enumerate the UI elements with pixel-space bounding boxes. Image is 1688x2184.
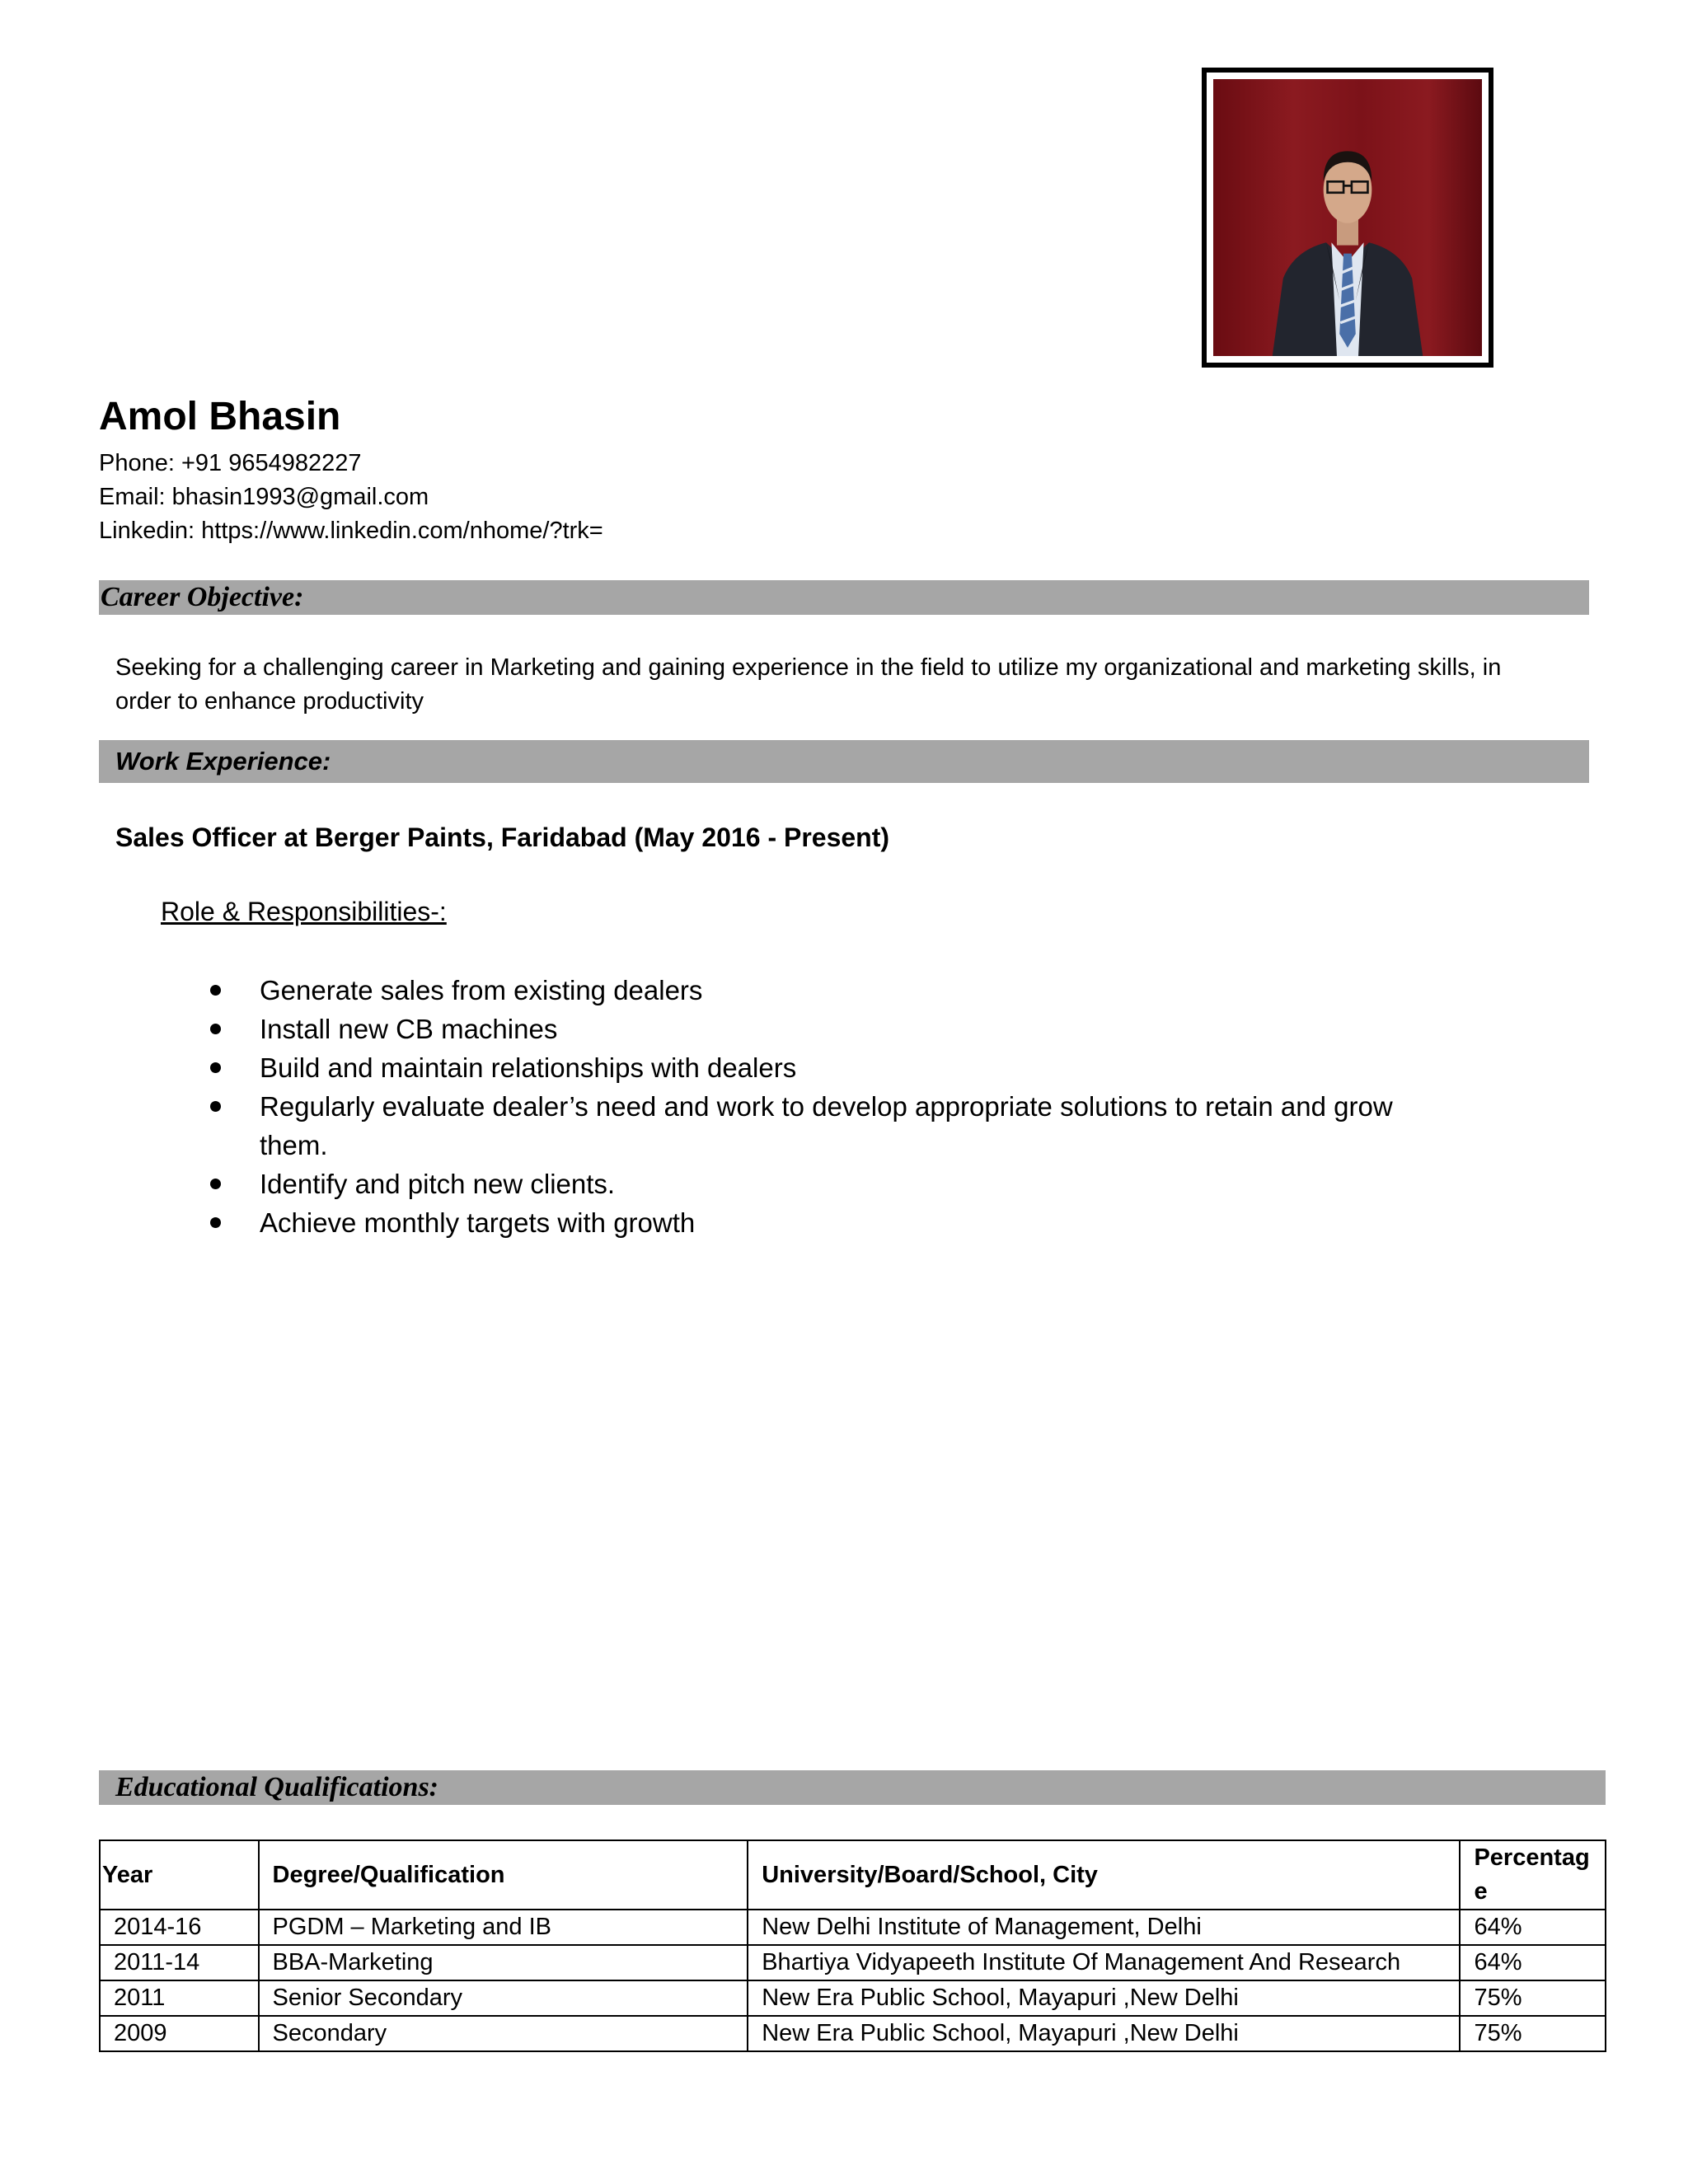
responsibility-text: Build and maintain relationships with dealers	[260, 1052, 797, 1083]
work-experience-header	[99, 740, 1589, 783]
cell-degree: Senior Secondary	[259, 1980, 748, 2016]
cell-year: 2014-16	[100, 1910, 259, 1945]
linkedin-line: Linkedin: https://www.linkedin.com/nhome/?trk=	[99, 518, 603, 544]
cell-percentage: 75%	[1460, 1980, 1606, 2016]
list-item	[210, 1010, 1463, 1048]
job-title: Sales Officer at Berger Paints, Faridabad (May 2016 - Present)	[115, 823, 890, 852]
cell-institution: Bhartiya Vidyapeeth Institute Of Management And Research	[748, 1945, 1460, 1980]
cell-percentage: 75%	[1460, 2016, 1606, 2051]
responsibility-text: Identify and pitch new clients.	[260, 1169, 616, 1199]
bullet-icon	[210, 1024, 221, 1034]
cell-institution: New Delhi Institute of Management, Delhi	[748, 1910, 1460, 1945]
responsibility-text: Install new CB machines	[260, 1014, 558, 1044]
responsibility-text: Regularly evaluate dealer’s need and work to develop appropriate solutions to retain and grow them.	[260, 1091, 1393, 1160]
bullet-icon	[210, 1217, 221, 1228]
cell-percentage: 64%	[1460, 1945, 1606, 1980]
phone-line: Phone: +91 9654982227	[99, 450, 362, 476]
education-header	[99, 1770, 1606, 1805]
column-header-percentage: Percentag e	[1460, 1840, 1606, 1910]
profile-photo	[1202, 68, 1493, 368]
career-objective-title: Career Objective:	[101, 582, 304, 612]
career-objective-text: Seeking for a challenging career in Marketing and gaining experience in the field to utilize my organizational and marketing skills, in order to enhance productivity	[115, 654, 1502, 715]
bullet-icon	[210, 985, 221, 996]
profile-photo-image	[1213, 79, 1482, 356]
cell-institution: New Era Public School, Mayapuri ,New Delhi	[748, 2016, 1460, 2051]
roles-heading: Role & Responsibilities-:	[161, 897, 447, 926]
candidate-name: Amol Bhasin	[99, 395, 341, 438]
career-objective-header	[99, 580, 1589, 615]
cell-year: 2009	[100, 2016, 259, 2051]
cell-degree: BBA-Marketing	[259, 1945, 748, 1980]
cell-degree: PGDM – Marketing and IB	[259, 1910, 748, 1945]
list-item	[210, 1048, 1463, 1087]
table-header-row	[100, 1840, 1606, 1910]
responsibility-text: Achieve monthly targets with growth	[260, 1207, 696, 1238]
education-title: Educational Qualifications:	[115, 1772, 438, 1802]
email-line: Email: bhasin1993@gmail.com	[99, 484, 429, 510]
column-header-institution: University/Board/School, City	[748, 1840, 1460, 1910]
education-table	[99, 1840, 1606, 2052]
column-header-year: Year	[100, 1840, 259, 1910]
list-item	[210, 1165, 1463, 1203]
bullet-icon	[210, 1062, 221, 1073]
cell-institution: New Era Public School, Mayapuri ,New Delhi	[748, 1980, 1460, 2016]
list-item	[210, 1203, 1463, 1242]
table-row	[100, 1980, 1606, 2016]
table-row	[100, 1945, 1606, 1980]
column-header-degree: Degree/Qualification	[259, 1840, 748, 1910]
list-item	[210, 971, 1463, 1010]
table-row	[100, 1910, 1606, 1945]
bullet-icon	[210, 1101, 221, 1112]
responsibilities-list	[210, 971, 1463, 1242]
cell-percentage: 64%	[1460, 1910, 1606, 1945]
cell-degree: Secondary	[259, 2016, 748, 2051]
responsibility-text: Generate sales from existing dealers	[260, 975, 703, 1005]
table-row	[100, 2016, 1606, 2051]
cell-year: 2011-14	[100, 1945, 259, 1980]
cell-year: 2011	[100, 1980, 259, 2016]
list-item	[210, 1087, 1463, 1165]
bullet-icon	[210, 1179, 221, 1189]
work-experience-title: Work Experience:	[115, 747, 331, 776]
